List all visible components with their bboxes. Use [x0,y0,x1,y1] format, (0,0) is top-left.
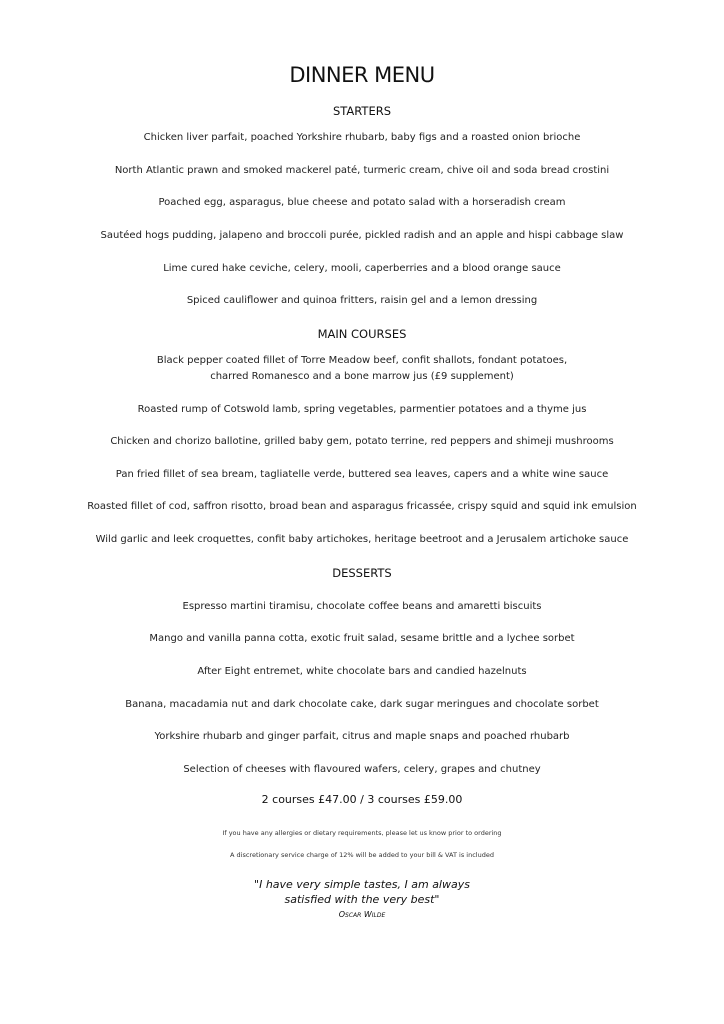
dessert-item: After Eight entremet, white chocolate bars and candied hazelnuts [197,666,527,677]
quote-author: Oscar Wilde [338,910,386,919]
quote-line: "I have very simple tastes, I am always [254,878,470,891]
starter-item: Chicken liver parfait, poached Yorkshire rhubarb, baby figs and a roasted onion brioche [143,132,581,143]
main-item-line: charred Romanesco and a bone marrow jus (£9 supplement) [210,371,514,382]
dessert-item: Espresso martini tiramisu, chocolate coffee beans and amaretti biscuits [182,601,542,612]
quote [0,877,724,907]
starter-item: North Atlantic prawn and smoked mackerel paté, turmeric cream, chive oil and soda bread crostini [114,165,610,176]
service-charge-note: A discretionary service charge of 12% will be added to your bill & VAT is included [230,851,494,859]
page-title: DINNER MENU [289,63,435,87]
main-item: Chicken and chorizo ballotine, grilled baby gem, potato terrine, red peppers and shimeji mushrooms [110,436,614,447]
quote-line: satisfied with the very best" [284,893,440,906]
dessert-item: Selection of cheeses with flavoured wafers, celery, grapes and chutney [183,764,541,775]
dessert-item: Mango and vanilla panna cotta, exotic fruit salad, sesame brittle and a lychee sorbet [149,633,575,644]
course-pricing: 2 courses £47.00 / 3 courses £59.00 [261,793,463,806]
starters-heading: STARTERS [332,104,392,118]
main-item: Wild garlic and leek croquettes, confit baby artichokes, heritage beetroot and a Jerusalem artichoke sauce [95,534,629,545]
starter-item: Spiced cauliflower and quinoa fritters, raisin gel and a lemon dressing [186,295,538,306]
main-item: Roasted fillet of cod, saffron risotto, broad bean and asparagus fricassée, crispy squid and squid ink emulsion [87,501,637,512]
allergy-note: If you have any allergies or dietary requirements, please let us know prior to ordering [222,829,502,837]
starter-item: Poached egg, asparagus, blue cheese and potato salad with a horseradish cream [158,197,566,208]
main-item: Roasted rump of Cotswold lamb, spring vegetables, parmentier potatoes and a thyme jus [137,404,587,415]
main-item: Pan fried fillet of sea bream, tagliatelle verde, buttered sea leaves, capers and a white wine sauce [115,469,609,480]
starter-item: Sautéed hogs pudding, jalapeno and broccoli purée, pickled radish and an apple and hispi cabbage slaw [100,230,624,241]
desserts-heading: DESSERTS [332,566,392,580]
mains-heading: MAIN COURSES [317,327,407,341]
starter-item: Lime cured hake ceviche, celery, mooli, caperberries and a blood orange sauce [163,263,561,274]
main-item-line: Black pepper coated fillet of Torre Meadow beef, confit shallots, fondant potatoes, [156,355,568,366]
dessert-item: Banana, macadamia nut and dark chocolate cake, dark sugar meringues and chocolate sorbet [125,699,599,710]
dessert-item: Yorkshire rhubarb and ginger parfait, citrus and maple snaps and poached rhubarb [154,731,570,742]
